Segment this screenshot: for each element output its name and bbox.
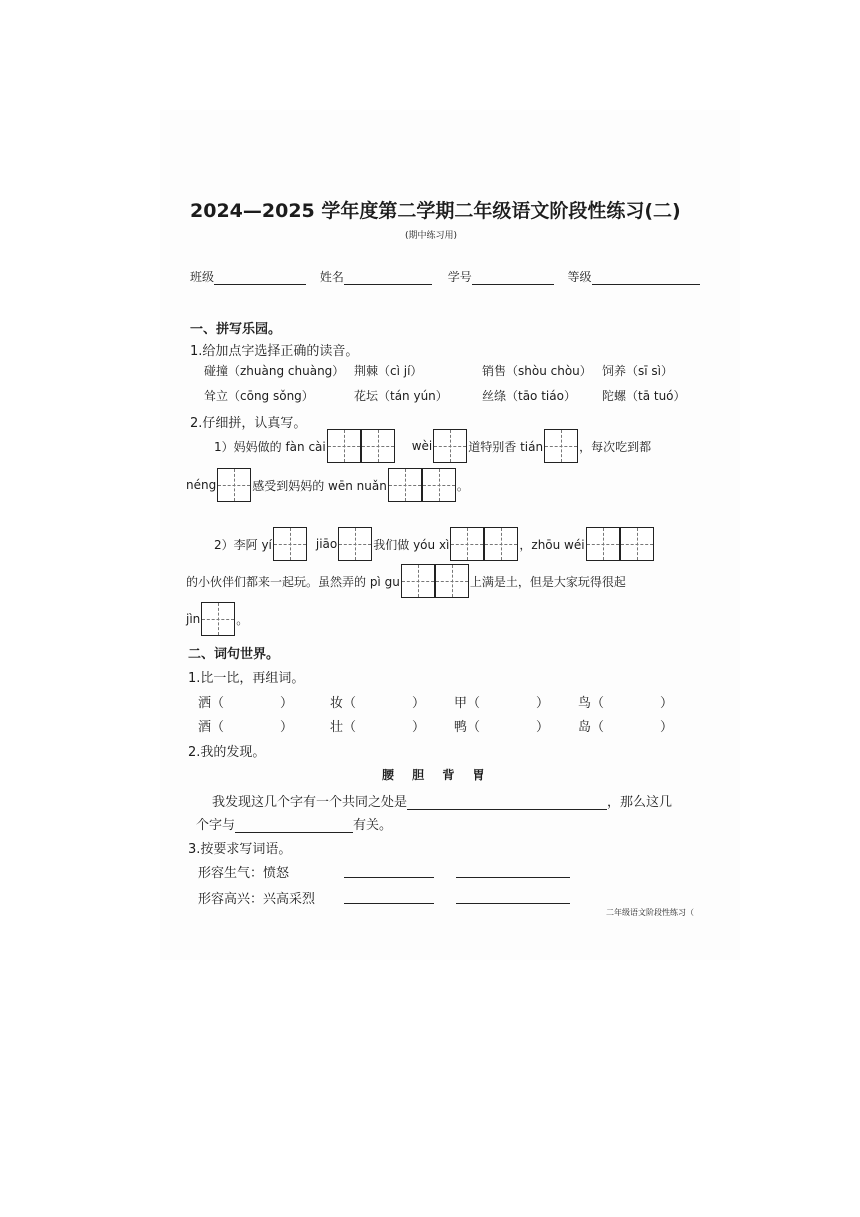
discovery-text: 有关。 bbox=[353, 818, 393, 833]
passage2-line3 bbox=[186, 600, 248, 638]
passage-text: ，zhōu wéi bbox=[519, 537, 585, 552]
class-field[interactable] bbox=[214, 270, 306, 285]
compare-item: 甲（ ） bbox=[454, 696, 550, 711]
choice-item[interactable]: 饲养（sī sì） bbox=[602, 364, 673, 378]
number-field[interactable] bbox=[472, 270, 554, 285]
choice-item[interactable]: 碰撞（zhuàng chuàng） bbox=[204, 364, 345, 378]
writing-box-group bbox=[338, 527, 372, 561]
passage-text: 。 bbox=[456, 478, 469, 493]
compare-item: 妆（ ） bbox=[330, 696, 426, 711]
compare-item: 岛（ ） bbox=[578, 720, 674, 735]
name-field[interactable] bbox=[344, 270, 432, 285]
writing-box[interactable] bbox=[586, 527, 620, 561]
page-footer: 二年级语文阶段性练习（ bbox=[606, 908, 694, 917]
passage1-line2 bbox=[186, 466, 469, 504]
writing-box[interactable] bbox=[450, 527, 484, 561]
q2-prompt: 2.仔细拼，认真写。 bbox=[190, 416, 307, 431]
passage-text: 1）妈妈做的 fàn cài bbox=[214, 439, 326, 454]
passage-text: 2）李阿 yí bbox=[214, 537, 272, 552]
words-row-2: 形容高兴：兴高采烈 bbox=[198, 892, 316, 907]
grade-label: 等级 bbox=[567, 270, 592, 284]
passage-text: wèi bbox=[411, 439, 433, 453]
number-label: 学号 bbox=[447, 270, 472, 284]
writing-box[interactable] bbox=[484, 527, 518, 561]
writing-box[interactable] bbox=[217, 468, 251, 502]
choice-item[interactable]: 荆棘（cì jí） bbox=[354, 364, 423, 378]
passage-text: 我们做 yóu xì bbox=[373, 537, 450, 552]
writing-box[interactable] bbox=[338, 527, 372, 561]
passage-text: ，每次吃到都 bbox=[579, 439, 652, 454]
writing-box[interactable] bbox=[388, 468, 422, 502]
passage-text: 感受到妈妈的 wēn nuǎn bbox=[252, 478, 387, 493]
writing-box[interactable] bbox=[544, 429, 578, 463]
writing-box[interactable] bbox=[273, 527, 307, 561]
writing-box[interactable] bbox=[327, 429, 361, 463]
writing-box[interactable] bbox=[361, 429, 395, 463]
words-row-1: 形容生气：愤怒 bbox=[198, 866, 290, 881]
q1-prompt: 1.给加点字选择正确的读音。 bbox=[190, 344, 359, 359]
writing-box[interactable] bbox=[433, 429, 467, 463]
writing-box-group bbox=[450, 527, 518, 561]
choice-item[interactable]: 耸立（cōng sǒng） bbox=[204, 389, 314, 403]
writing-box-group bbox=[217, 468, 251, 502]
compare-prompt: 1.比一比，再组词。 bbox=[188, 671, 305, 686]
choice-item[interactable]: 花坛（tán yún） bbox=[354, 389, 448, 403]
compare-item: 洒（ ） bbox=[198, 696, 294, 711]
passage2-line1 bbox=[214, 525, 655, 563]
discovery-text: 个字与 bbox=[196, 818, 236, 833]
passage-text: jìn bbox=[186, 612, 201, 626]
grade-field[interactable] bbox=[592, 270, 700, 285]
discovery-text: 我发现这几个字有一个共同之处是 bbox=[212, 795, 408, 810]
answer-line[interactable] bbox=[344, 877, 434, 878]
answer-line[interactable] bbox=[456, 903, 570, 904]
discovery-chars: 腰 胆 背 胃 bbox=[382, 768, 485, 782]
writing-box-group bbox=[586, 527, 654, 561]
compare-item: 酒（ ） bbox=[198, 720, 294, 735]
writing-box[interactable] bbox=[201, 602, 235, 636]
section1-heading: 一、拼写乐园。 bbox=[190, 322, 282, 337]
answer-blank[interactable] bbox=[407, 795, 607, 810]
compare-item: 壮（ ） bbox=[330, 720, 426, 735]
writing-box-group bbox=[273, 527, 307, 561]
answer-line[interactable] bbox=[344, 903, 434, 904]
compare-row-1 bbox=[198, 692, 678, 712]
compare-item: 鸭（ ） bbox=[454, 720, 550, 735]
words-prompt: 3.按要求写词语。 bbox=[188, 842, 292, 857]
writing-box-group bbox=[388, 468, 456, 502]
passage-text: 道特别香 tián bbox=[468, 439, 544, 454]
writing-box[interactable] bbox=[422, 468, 456, 502]
choice-item[interactable]: 销售（shòu chòu） bbox=[482, 364, 592, 378]
choice-item[interactable]: 陀螺（tā tuó） bbox=[602, 389, 686, 403]
passage2-line2 bbox=[186, 562, 626, 600]
page-title: 2024—2025 学年度第二学期二年级语文阶段性练习(二) bbox=[190, 200, 681, 222]
writing-box-group bbox=[401, 564, 469, 598]
compare-item: 鸟（ ） bbox=[578, 696, 674, 711]
writing-box[interactable] bbox=[435, 564, 469, 598]
passage-text: néng bbox=[186, 478, 217, 492]
passage-text: jiāo bbox=[315, 537, 338, 551]
writing-box[interactable] bbox=[620, 527, 654, 561]
class-label: 班级 bbox=[190, 270, 215, 284]
answer-blank[interactable] bbox=[235, 818, 353, 833]
discovery-text: ，那么这几 bbox=[607, 795, 673, 810]
discovery-line-2 bbox=[196, 814, 392, 833]
info-row bbox=[190, 268, 700, 285]
passage-text: 的小伙伴们都来一起玩。虽然弄的 pì gu bbox=[186, 574, 400, 589]
writing-box-group bbox=[201, 602, 235, 636]
page-subtitle: (期中练习用) bbox=[405, 231, 458, 241]
passage1-line1 bbox=[214, 427, 651, 465]
writing-box-group bbox=[544, 429, 578, 463]
compare-row-2 bbox=[198, 716, 678, 736]
name-label: 姓名 bbox=[319, 270, 344, 284]
passage-text: 。 bbox=[236, 612, 249, 627]
passage-text: 上满是土，但是大家玩得很起 bbox=[469, 574, 626, 589]
choice-item[interactable]: 丝绦（tāo tiáo） bbox=[482, 389, 576, 403]
writing-box[interactable] bbox=[401, 564, 435, 598]
answer-line[interactable] bbox=[456, 877, 570, 878]
writing-box-group bbox=[327, 429, 395, 463]
discovery-prompt: 2.我的发现。 bbox=[188, 745, 266, 760]
writing-box-group bbox=[433, 429, 467, 463]
section2-heading: 二、词句世界。 bbox=[188, 647, 280, 662]
discovery-line-1 bbox=[212, 791, 672, 810]
